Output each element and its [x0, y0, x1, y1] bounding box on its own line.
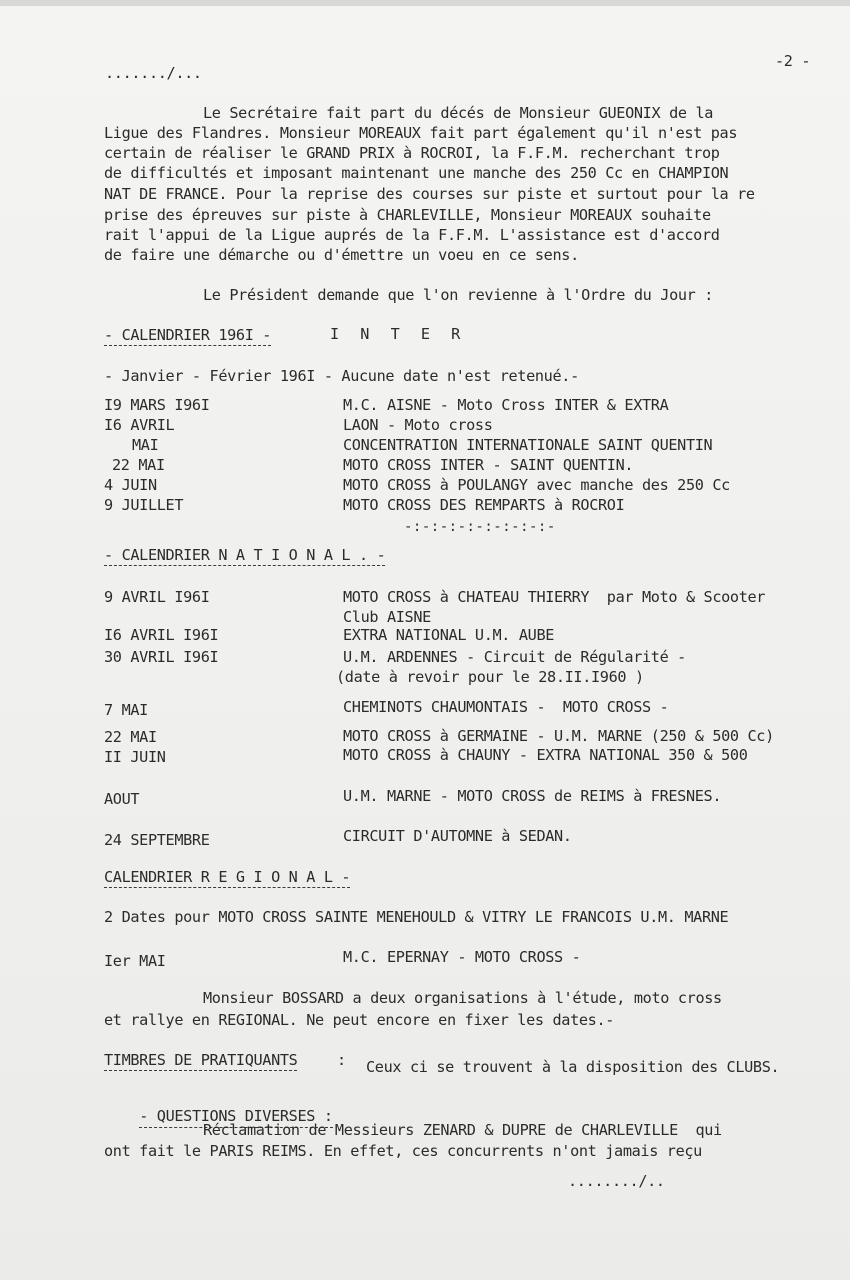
paragraph-line: rait l'appui de la Ligue auprés de la F.F.M. L'assistance est d'accord [104, 226, 720, 244]
scan-edge [0, 0, 850, 6]
national-event: CIRCUIT D'AUTOMNE à SEDAN. [343, 827, 572, 845]
president-line: Le Président demande que l'on revienne à l'Ordre du Jour : [203, 286, 714, 304]
national-event: U.M. MARNE - MOTO CROSS de REIMS à FRESNES. [343, 787, 722, 805]
inter-date: 9 JUILLET [104, 496, 184, 514]
inter-event: LAON - Moto cross [343, 416, 493, 434]
paragraph-line: de difficultés et imposant maintenant une manche des 250 Cc en CHAMPION [104, 164, 729, 182]
section-heading-inter: - CALENDRIER 196I - [104, 328, 271, 346]
inter-event: MOTO CROSS à POULANGY avec manche des 250 Cc [343, 476, 730, 494]
timbres-colon: : [337, 1051, 346, 1069]
inter-event: CONCENTRATION INTERNATIONALE SAINT QUENTIN [343, 436, 713, 454]
paragraph-line: Le Secrétaire fait part du décés de Monsieur GUEONIX de la [203, 104, 714, 122]
inter-date: I6 AVRIL [104, 416, 175, 434]
section-heading-timbres: TIMBRES DE PRATIQUANTS [104, 1053, 297, 1071]
national-event-cont: (date à revoir pour le 28.II.I960 ) [336, 668, 644, 686]
national-event: MOTO CROSS à CHATEAU THIERRY par Moto & Scooter [343, 588, 766, 606]
paragraph-line: de faire une démarche ou d'émettre un voeu en ce sens. [104, 246, 579, 264]
regional-event: M.C. EPERNAY - MOTO CROSS - [343, 948, 581, 966]
national-date: 7 MAI [104, 701, 148, 719]
inter-date: I9 MARS I96I [104, 396, 210, 414]
national-date: 9 AVRIL I96I [104, 588, 210, 606]
continuation-marker-bottom: ......../.. [568, 1172, 665, 1190]
national-date: II JUIN [104, 748, 166, 766]
bossard-line: Monsieur BOSSARD a deux organisations à l'étude, moto cross [203, 989, 722, 1007]
inter-event: MOTO CROSS INTER - SAINT QUENTIN. [343, 456, 634, 474]
separator-line: -:-:-:-:-:-:-:-:- [404, 519, 556, 535]
inter-date: 4 JUIN [104, 476, 157, 494]
timbres-text: Ceux ci se trouvent à la disposition des CLUBS. [366, 1058, 780, 1076]
national-date: 24 SEPTEMBRE [104, 831, 210, 849]
section-heading-inter-suffix: I N T E R [330, 325, 467, 343]
national-event: MOTO CROSS à GERMAINE - U.M. MARNE (250 & 500 Cc) [343, 727, 774, 745]
national-event: MOTO CROSS à CHAUNY - EXTRA NATIONAL 350 & 500 [343, 746, 748, 764]
page-number: -2 - [775, 52, 811, 70]
bossard-line: et rallye en REGIONAL. Ne peut encore en fixer les dates.- [104, 1011, 615, 1029]
national-date: I6 AVRIL I96I [104, 626, 219, 644]
questions-heading-text: - QUESTIONS DIVERSES : [139, 1107, 332, 1128]
regional-date: Ier MAI [104, 952, 166, 970]
national-event: EXTRA NATIONAL U.M. AUBE [343, 626, 555, 644]
inter-date: 22 MAI [112, 456, 165, 474]
national-event: U.M. ARDENNES - Circuit de Régularité - [343, 648, 686, 666]
continuation-marker-top: ......./... [105, 64, 202, 82]
national-date: 22 MAI [104, 728, 157, 746]
paragraph-line: Ligue des Flandres. Monsieur MOREAUX fait part également qu'il n'est pas [104, 124, 738, 142]
paragraph-line: prise des épreuves sur piste à CHARLEVILLE, Monsieur MOREAUX souhaite [104, 206, 711, 224]
national-date: 30 AVRIL I96I [104, 648, 219, 666]
questions-line: ont fait le PARIS REIMS. En effet, ces concurrents n'ont jamais reçu [104, 1142, 702, 1160]
section-heading-regional: CALENDRIER R E G I O N A L - [104, 870, 350, 888]
inter-date: MAI [132, 436, 159, 454]
paragraph-line: NAT DE FRANCE. Pour la reprise des courses sur piste et surtout pour la re [104, 185, 755, 203]
inter-event: M.C. AISNE - Moto Cross INTER & EXTRA [343, 396, 669, 414]
section-heading-national: - CALENDRIER N A T I O N A L . - [104, 548, 385, 566]
national-event-cont: Club AISNE [343, 608, 431, 626]
regional-dates-line: 2 Dates pour MOTO CROSS SAINTE MENEHOULD & VITRY LE FRANCOIS U.M. MARNE [104, 908, 729, 926]
questions-line: Réclamation de Messieurs ZENARD & DUPRE de CHARLEVILLE qui [203, 1121, 722, 1139]
paragraph-line: certain de réaliser le GRAND PRIX à ROCROI, la F.F.M. recherchant trop [104, 144, 720, 162]
national-event: CHEMINOTS CHAUMONTAIS - MOTO CROSS - [343, 698, 669, 716]
national-date: AOUT [104, 790, 140, 808]
inter-note: - Janvier - Février 196I - Aucune date n'est retenué.- [104, 367, 579, 385]
inter-event: MOTO CROSS DES REMPARTS à ROCROI [343, 496, 625, 514]
